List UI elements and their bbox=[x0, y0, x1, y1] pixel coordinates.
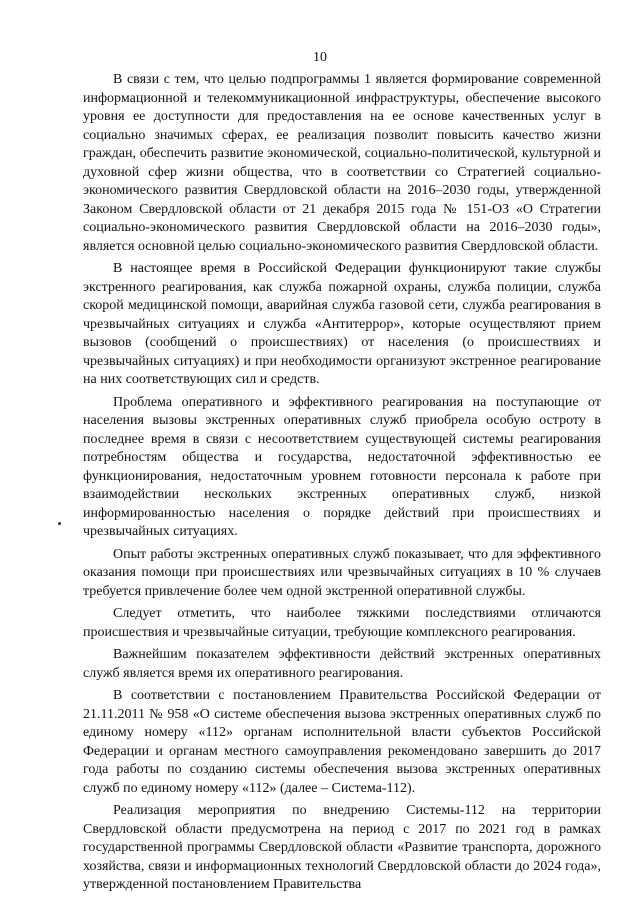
paragraph-5: Следует отметить, что наиболее тяжкими последствиями отличаются происшествия и чрезвычайные ситуации, требующие комплексного реагирования. bbox=[83, 606, 601, 640]
paragraph-8: Реализация мероприятия по внедрению Системы-112 на территории Свердловской области предусмотрена на период с 2017 по 2021 год в рамках государственной программы Свердловской области «Развитие транспорта, дорожного хозяйства, связи и информационных технологий Свердловской области до 2024 года», утвержденной постановлением Правительства bbox=[83, 803, 601, 892]
paragraph-7: В соответствии с постановлением Правительства Российской Федерации от 21.11.2011 № 958 «О системе обеспечения вызова экстренных оперативных служб по единому номеру «112» органам исполнительной власти субъектов Российской Федерации и органам местного самоуправления рекомендовано завершить до 2017 года работы по созданию системы обеспечения вызова экстренных оперативных служб по единому номеру «112» (далее – Система-112). bbox=[83, 688, 601, 796]
paragraph-6: Важнейшим показателем эффективности действий экстренных оперативных служб является время их оперативного реагирования. bbox=[83, 647, 601, 681]
margin-mark bbox=[58, 522, 61, 525]
paragraph-1: В связи с тем, что целью подпрограммы 1 является формирование современной информационной и телекоммуникационной инфраструктуры, обеспечение высокого уровня ее доступности для предоставления на ее основе качественных услуг в социально значимых сферах, ее реализация позволит повысить качество жизни граждан, обеспечить развитие экономической, социально-политической, культурной и духовной сфер жизни общества, что в соответствии со Стратегией социально-экономического развития Свердловской области на 2016–2030 годы, утвержденной Законом Свердловской области от 21 декабря 2015 года № 151-ОЗ «О Стратегии социально-экономического развития Свердловской области на 2016–2030 годы», является основной целью социально-экономического развития Свердловской области. bbox=[83, 72, 601, 254]
paragraph-2: В настоящее время в Российской Федерации функционируют такие службы экстренного реагирования, как служба пожарной охраны, служба полиции, служба скорой медицинской помощи, аварийная служба газовой сети, служба реагирования в чрезвычайных ситуациях и служба «Антитеррор», которые осуществляют прием вызовов (сообщений о происшествиях) от населения (о происшествиях и чрезвычайных ситуациях) и при необходимости организуют экстренное реагирование на них соответствующих сил и средств. bbox=[83, 261, 601, 387]
paragraph-3: Проблема оперативного и эффективного реагирования на поступающие от населения вызовы экстренных оперативных служб приобрела особую остроту в последнее время в связи с несоответствием существующей системы реагирования потребностям общества и государства, недостаточной эффективностью ее функционирования, недостаточным уровнем готовности персонала к работе при взаимодействии нескольких экстренных оперативных служб, низкой информированностью населения о порядке действий при происшествиях и чрезвычайных ситуациях. bbox=[83, 394, 601, 539]
document-body bbox=[83, 71, 601, 899]
page-number: 10 bbox=[313, 50, 327, 65]
paragraph-4: Опыт работы экстренных оперативных служб показывает, что для эффективного оказания помощи при происшествиях или чрезвычайных ситуациях в 10 % случаев требуется привлечение более чем одной экстренной оперативной службы. bbox=[83, 546, 601, 599]
